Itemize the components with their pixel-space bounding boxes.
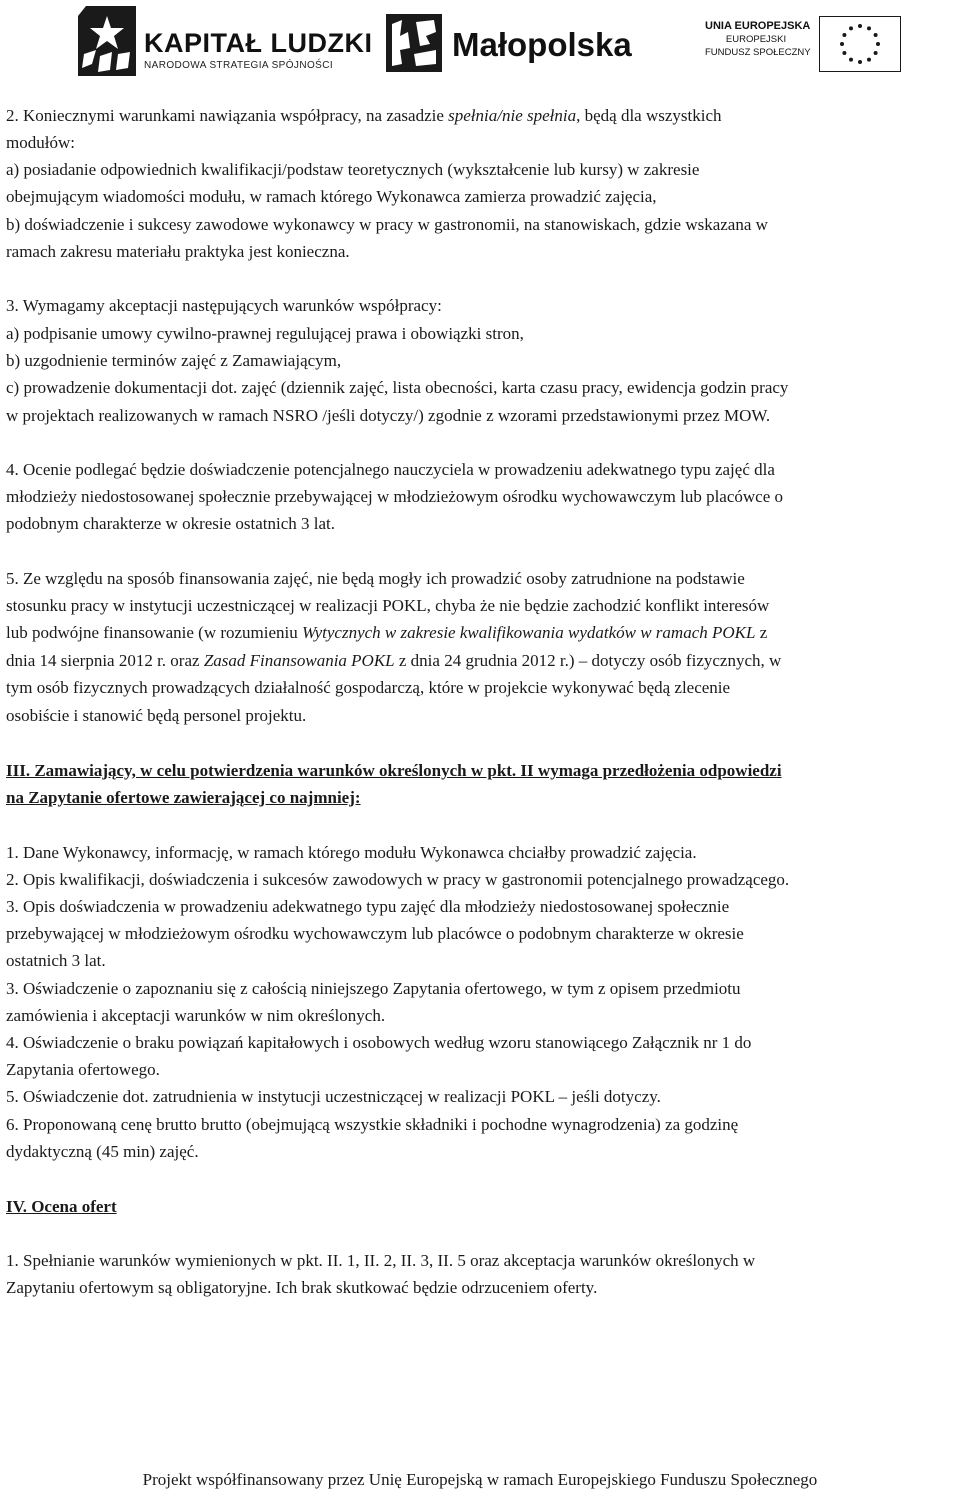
section5-line3-em: Wytycznych w zakresie kwalifikowania wydatków w ramach POKL (302, 623, 756, 642)
section5-line1: 5. Ze względu na sposób finansowania zajęć, nie będą mogły ich prowadzić osoby zatrudnione na podstawie (6, 569, 745, 588)
eu-logo-line3: FUNDUSZ SPOŁECZNY (705, 47, 811, 58)
section5-line3-a: lub podwójne finansowanie (w rozumieniu (6, 623, 303, 642)
section-iii-item3b-line1: 3. Oświadczenie o zapoznaniu się z całością niniejszego Zapytania ofertowego, w tym z opisem przedmiotu (6, 979, 741, 998)
section-iii-heading-line2: na Zapytanie ofertowe zawierającej co najmniej: (6, 788, 361, 807)
section2-line1-a: 2. Koniecznymi warunkami nawiązania współpracy, na zasadzie (6, 106, 449, 125)
page-header (0, 0, 960, 88)
section2-line2: modułów: (6, 133, 75, 152)
section2-line4: obejmującym wiadomości modułu, w ramach którego Wykonawca zamierza prowadzić zajęcia, (6, 187, 657, 206)
section-iii-item4-line1: 4. Oświadczenie o braku powiązań kapitałowych i osobowych według wzoru stanowiącego Załącznik nr 1 do (6, 1033, 752, 1052)
section4-line1: 4. Ocenie podlegać będzie doświadczenie potencjalnego nauczyciela w prowadzeniu adekwatnego typu zajęć dla (6, 460, 775, 479)
section-iv-item1-line2: Zapytaniu ofertowym są obligatoryjne. Ich brak skutkować będzie odrzuceniem oferty. (6, 1278, 598, 1297)
section2-line1 (6, 106, 722, 126)
section-iv-item1-line1: 1. Spełnianie warunków wymienionych w pkt. II. 1, II. 2, II. 3, II. 5 oraz akceptacja warunków określonych w (6, 1251, 756, 1270)
section2-line3: a) posiadanie odpowiednich kwalifikacji/podstaw teoretycznych (wykształcenie lub kursy) w zakresie (6, 160, 700, 179)
section4-line2: młodzieży niedostosowanej społecznie przebywającej w młodzieżowym ośrodku wychowawczym lub placówce o (6, 487, 784, 506)
eu-efs-logo (705, 16, 935, 76)
section5-line3 (6, 623, 767, 643)
section-iii-item3-line3: ostatnich 3 lat. (6, 951, 106, 970)
section-iii-item6-line2: dydaktyczną (45 min) zajęć. (6, 1142, 199, 1161)
kapital-ludzki-title: KAPITAŁ LUDZKI (144, 28, 373, 58)
section-iii-item1: 1. Dane Wykonawcy, informację, w ramach którego modułu Wykonawca chciałby prowadzić zajęcia. (6, 843, 697, 862)
malopolska-logo (386, 14, 646, 74)
malopolska-title: Małopolska (452, 26, 632, 63)
kapital-ludzki-emblem-icon (78, 6, 136, 76)
eu-flag-icon (819, 16, 901, 72)
section5-line5: tym osób fizycznych prowadzących działalność gospodarczą, które w projekcie wykonywać będą zlecenie (6, 678, 731, 697)
section5-line4-b: z dnia 24 grudnia 2012 r.) – dotyczy osób fizycznych, w (394, 651, 782, 670)
section-iii-heading-line1: III. Zamawiający, w celu potwierdzenia warunków określonych w pkt. II wymaga przedłożenia odpowiedzi (6, 761, 782, 780)
kapital-ludzki-logo (78, 6, 373, 76)
section5-line4-em: Zasad Finansowania POKL (203, 651, 395, 670)
section-iii-item3-line2: przebywającej w młodzieżowym ośrodku wychowawczym lub placówce o podobnym charakterze w okresie (6, 924, 744, 943)
section2-line1-em: spełnia/nie spełnia (448, 106, 577, 125)
eu-logo-line2: EUROPEJSKI (725, 34, 787, 45)
section2-line6: ramach zakresu materiału praktyka jest konieczna. (6, 242, 350, 261)
section-iii-item2: 2. Opis kwalifikacji, doświadczenia i sukcesów zawodowych w pracy w gastronomii potencjalnego prowadzącego. (6, 870, 790, 889)
section3-line2: a) podpisanie umowy cywilno-prawnej regulującej prawa i obowiązki stron, (6, 324, 524, 343)
kapital-ludzki-subtitle: NARODOWA STRATEGIA SPÓJNOŚCI (144, 60, 334, 71)
section3-line4: c) prowadzenie dokumentacji dot. zajęć (dziennik zajęć, lista obecności, karta czasu pracy, ewidencja godzin pracy (6, 378, 789, 397)
section-iii-item6-line1: 6. Proponowaną cenę brutto brutto (obejmującą wszystkie składniki i pochodne wynagrodzenia) za godzinę (6, 1115, 739, 1134)
section4-line3: podobnym charakterze w okresie ostatnich 3 lat. (6, 514, 336, 533)
section-iii-item4-line2: Zapytania ofertowego. (6, 1060, 160, 1079)
section-iv-heading: IV. Ocena ofert (6, 1197, 117, 1216)
section5-line2: stosunku pracy w instytucji uczestniczącej w realizacji POKL, chyba że nie będzie zachodzić konflikt interesów (6, 596, 770, 615)
section5-line3-b: z (755, 623, 768, 642)
section2-line1-b: , będą dla wszystkich (576, 106, 722, 125)
section2-line5: b) doświadczenie i sukcesy zawodowe wykonawcy w pracy w gastronomii, na stanowiskach, gdzie wskazana w (6, 215, 768, 234)
section-iii-item5: 5. Oświadczenie dot. zatrudnienia w instytucji uczestniczącej w realizacji POKL – jeśli dotyczy. (6, 1087, 661, 1106)
section3-line5: w projektach realizowanych w ramach NSRO /jeśli dotyczy/) zgodnie z wzorami przedstawionymi przez MOW. (6, 406, 771, 425)
section5-line6: osobiście i stanowić będą personel projektu. (6, 706, 307, 725)
eu-logo-line1: UNIA EUROPEJSKA (705, 20, 811, 32)
section-iii-item3b-line2: zamówienia i akceptacji warunków w nim określonych. (6, 1006, 386, 1025)
page-footer: Projekt współfinansowany przez Unię Europejską w ramach Europejskiego Funduszu Społecznego (142, 1470, 818, 1489)
malopolska-emblem-icon (386, 14, 442, 72)
eu-logo-text (705, 20, 811, 59)
section5-line4 (6, 651, 781, 671)
section3-line1: 3. Wymagamy akceptacji następujących warunków współpracy: (6, 296, 442, 315)
section3-line3: b) uzgodnienie terminów zajęć z Zamawiającym, (6, 351, 342, 370)
section-iii-item3-line1: 3. Opis doświadczenia w prowadzeniu adekwatnego typu zajęć dla młodzieży niedostosowanej społecznie (6, 897, 730, 916)
section5-line4-a: dnia 14 sierpnia 2012 r. oraz (6, 651, 204, 670)
